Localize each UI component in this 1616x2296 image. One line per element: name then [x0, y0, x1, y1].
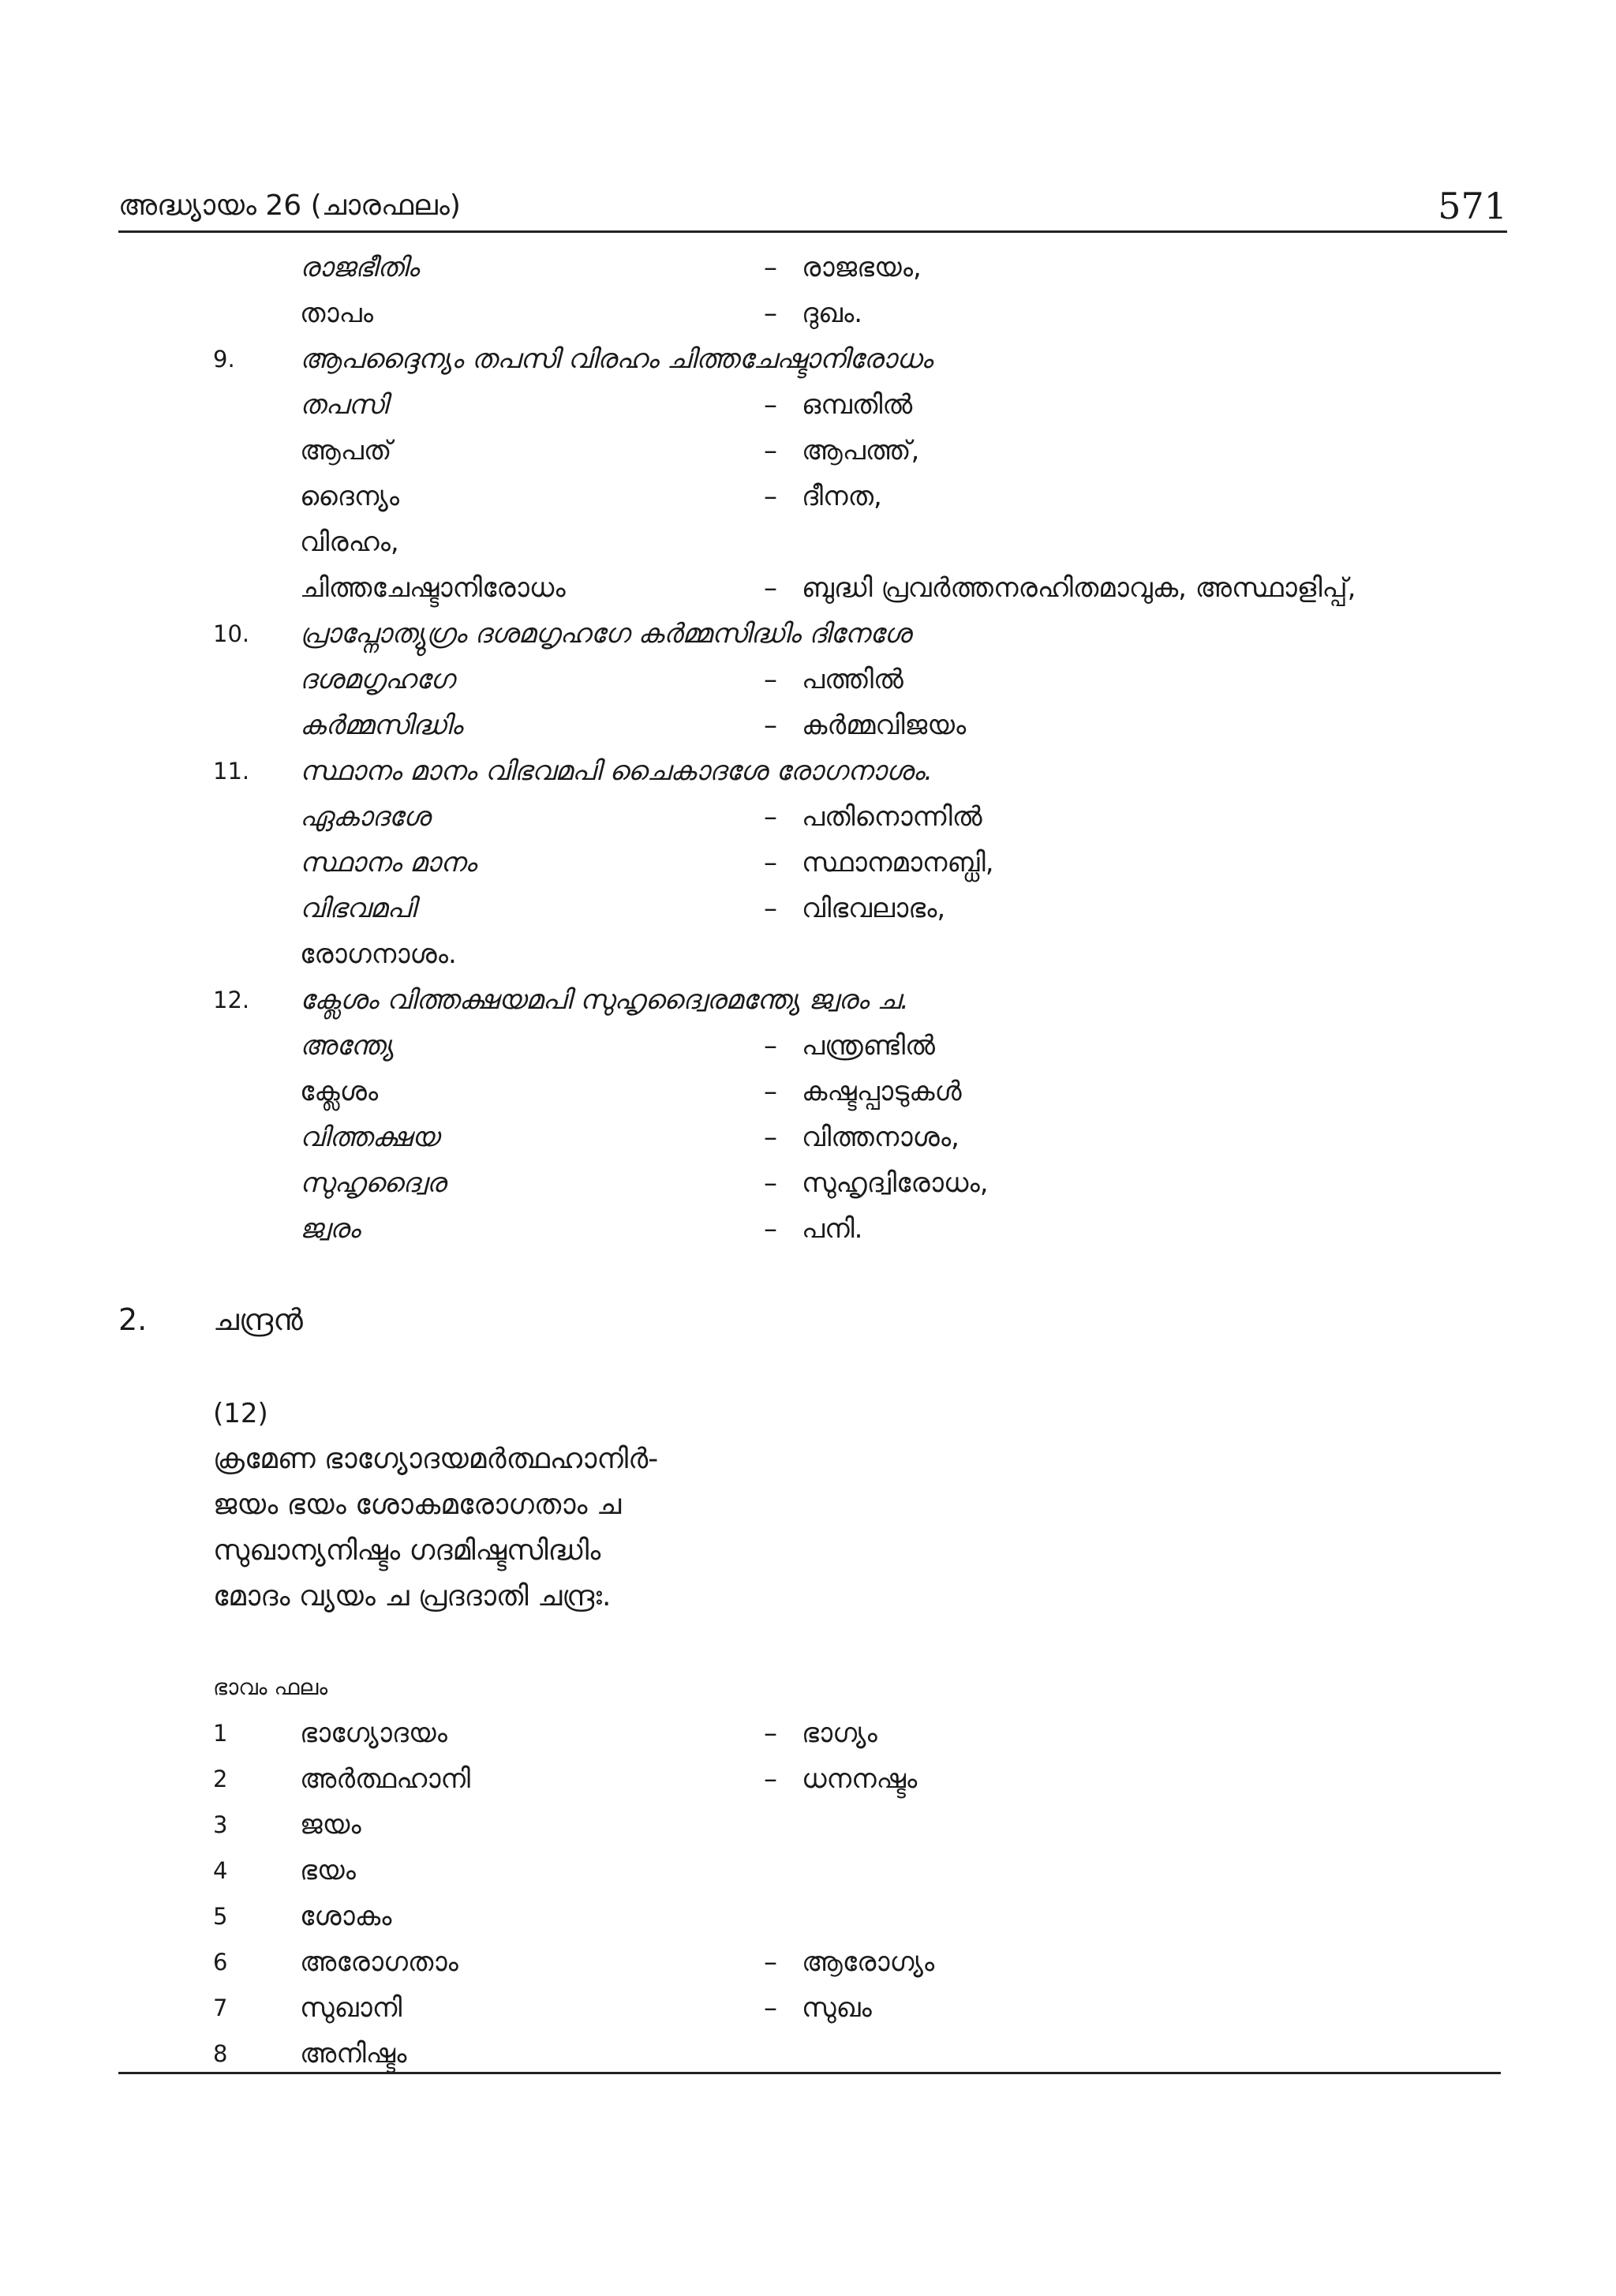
bhava-number: 6	[213, 1949, 228, 1976]
malayalam-gloss: പതിനൊന്നിൽ	[802, 801, 982, 833]
malayalam-gloss: ആപത്ത്,	[802, 435, 920, 466]
gloss-dash: –	[764, 1717, 777, 1749]
sanskrit-term: സ്ഥാനം മാനം	[300, 847, 477, 878]
gloss-dash: –	[764, 710, 777, 741]
gloss-dash: –	[764, 481, 777, 512]
verse-number: 9.	[213, 346, 235, 373]
gloss-dash: –	[764, 1763, 777, 1795]
verse-line: സുഖാന്യനിഷ്ടം ഗദമിഷ്ടസിദ്ധിം	[213, 1534, 601, 1567]
phala-term: ഭാഗ്യോദയം	[300, 1717, 447, 1749]
sanskrit-term: ക്ലേശം	[300, 1076, 379, 1107]
section-number: 2.	[118, 1302, 148, 1337]
bhava-number: 1	[213, 1720, 228, 1747]
bhava-number: 3	[213, 1811, 228, 1838]
sanskrit-term: ജ്വരം	[300, 1213, 361, 1245]
sanskrit-verse: സ്ഥാനം മാനം വിഭവമപി ചൈകാദശേ രോഗനാശം.	[300, 755, 933, 787]
sanskrit-term: തപസി	[300, 389, 388, 421]
gloss-dash: –	[764, 893, 777, 924]
gloss-dash: –	[764, 1030, 777, 1062]
gloss-dash: –	[764, 1946, 777, 1978]
malayalam-gloss: വിഭവലാഭം,	[802, 893, 946, 924]
sanskrit-verse: ക്ലേശം വിത്തക്ഷയമപി സുഹൃദ്വൈരമന്ത്യേ ജ്വരം ച.	[300, 984, 909, 1016]
sanskrit-verse: പ്രാപ്നോത്യുഗ്രം ദശമഗൃഹഗേ കർമ്മസിദ്ധിം ദിനേശേ	[300, 618, 911, 650]
malayalam-gloss: ബുദ്ധി പ്രവർത്തനരഹിതമാവുക, അസ്ഥാളിപ്പ്,	[802, 572, 1356, 604]
gloss-dash: –	[764, 389, 777, 421]
footer-rule	[118, 2072, 1501, 2074]
phala-term: അനിഷ്ടം	[300, 2038, 407, 2069]
sanskrit-term: ദശമഗൃഹഗേ	[300, 664, 454, 695]
malayalam-gloss: പത്തിൽ	[802, 664, 903, 695]
bhava-number: 8	[213, 2040, 228, 2067]
sanskrit-term: വിരഹം,	[300, 526, 399, 558]
gloss-dash: –	[764, 664, 777, 695]
gloss-dash: –	[764, 847, 777, 878]
sanskrit-term: കർമ്മസിദ്ധിം	[300, 710, 463, 741]
sanskrit-verse: ആപദ്ദൈന്യം തപസി വിരഹം ചിത്തചേഷ്ടാനിരോധം	[300, 343, 933, 375]
sanskrit-term: അന്ത്യേ	[300, 1030, 394, 1062]
gloss-dash: –	[764, 1992, 777, 2024]
sanskrit-term: വിത്തക്ഷയ	[300, 1122, 440, 1153]
table-header: ഭാവം ഫലം	[213, 1674, 328, 1700]
verse-number: 11.	[213, 758, 250, 785]
gloss-dash: –	[764, 801, 777, 833]
malayalam-gloss: സുഹൃദ്വിരോധം,	[802, 1167, 989, 1199]
phala-term: ശോകം	[300, 1901, 392, 1932]
phala-gloss: സുഖം	[802, 1992, 872, 2024]
phala-term: ഭയം	[300, 1855, 356, 1886]
malayalam-gloss: രാജഭയം,	[802, 252, 922, 283]
phala-term: സുഖാനി	[300, 1992, 402, 2024]
page-header	[118, 180, 1507, 227]
phala-term: അർത്ഥഹാനി	[300, 1763, 470, 1795]
chapter-title: അദ്ധ്യായം 26 (ചാരഫലം)	[118, 189, 461, 222]
gloss-dash: –	[764, 1076, 777, 1107]
sanskrit-term: സുഹൃദ്വൈര	[300, 1167, 446, 1199]
malayalam-gloss: സ്ഥാനമാനബ്ധി,	[802, 847, 994, 878]
malayalam-gloss: വിത്തനാശം,	[802, 1122, 960, 1153]
bhava-number: 7	[213, 1994, 228, 2021]
malayalam-gloss: ദുഖം.	[802, 298, 863, 329]
phala-gloss: ധനനഷ്ടം	[802, 1763, 918, 1795]
verse-number: 10.	[213, 620, 250, 647]
gloss-dash: –	[764, 1167, 777, 1199]
gloss-dash: –	[764, 1122, 777, 1153]
gloss-dash: –	[764, 252, 777, 283]
bhava-number: 4	[213, 1857, 228, 1884]
gloss-dash: –	[764, 572, 777, 604]
verse-line: മോദം വ്യയം ച പ്രദദാതി ചന്ദ്രഃ.	[213, 1580, 612, 1612]
phala-gloss: ഭാഗ്യം	[802, 1717, 877, 1749]
verse-number: 12.	[213, 987, 250, 1013]
phala-gloss: ആരോഗ്യം	[802, 1946, 935, 1978]
malayalam-gloss: ഒമ്പതിൽ	[802, 389, 913, 421]
section-title: ചന്ദ്രൻ	[213, 1302, 303, 1337]
phala-term: ജയം	[300, 1809, 361, 1841]
sanskrit-term: ആപത്	[300, 435, 392, 466]
malayalam-gloss: പന്ത്രണ്ടിൽ	[802, 1030, 936, 1062]
sanskrit-term: ഏകാദശേ	[300, 801, 431, 833]
malayalam-gloss: ദീനത,	[802, 481, 882, 512]
bhava-number: 5	[213, 1903, 228, 1930]
page-number: 571	[1438, 185, 1507, 227]
sanskrit-term: രോഗനാശം.	[300, 938, 457, 970]
gloss-dash: –	[764, 1213, 777, 1245]
malayalam-gloss: കഷ്ടപ്പാടുകൾ	[802, 1076, 962, 1107]
gloss-dash: –	[764, 298, 777, 329]
sanskrit-term: താപം	[300, 298, 373, 329]
phala-term: അരോഗതാം	[300, 1946, 458, 1978]
gloss-dash: –	[764, 435, 777, 466]
sanskrit-term: ചിത്തചേഷ്ടാനിരോധം	[300, 572, 566, 604]
bhava-number: 2	[213, 1766, 228, 1792]
sanskrit-term: ദൈന്യം	[300, 481, 399, 512]
malayalam-gloss: പനി.	[802, 1213, 863, 1245]
verse-line: ക്രമേണ ഭാഗ്യോദയമർത്ഥഹാനിർ-	[213, 1443, 659, 1475]
verse-line: ജയം ഭയം ശോകമരോഗതാം ച	[213, 1489, 622, 1521]
sanskrit-term: രാജഭീതിം	[300, 252, 419, 283]
verse-number: (12)	[213, 1398, 268, 1429]
sanskrit-term: വിഭവമപി	[300, 893, 416, 924]
malayalam-gloss: കർമ്മവിജയം	[802, 710, 967, 741]
header-rule	[118, 230, 1507, 233]
